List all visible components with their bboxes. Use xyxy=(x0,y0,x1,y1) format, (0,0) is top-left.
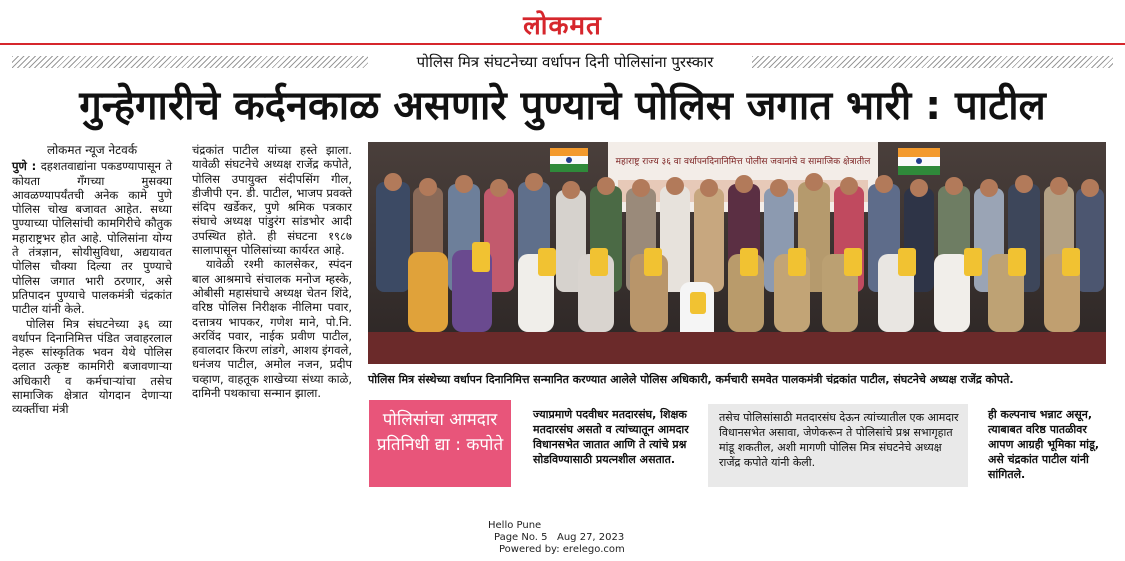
article-column-2 xyxy=(192,143,352,489)
event-photo-illustration xyxy=(368,142,1106,364)
masthead-rule xyxy=(0,43,1125,45)
photo-caption: पोलिस मित्र संस्थेच्या वर्धापन दिनानिमित्त सन्मानित करण्यात आलेले पोलिस अधिकारी, कर्मचारी समवेत पालकमंत्री चंद्रकांत पाटील, संघटनेचे अध्यक्ष राजेंद्र कोपते. xyxy=(368,373,1014,386)
photo-banner-text: महाराष्ट्र राज्य ३६ वा वर्धापनदिनानिमित्त पोलीस जवानांचे व सामाजिक क्षेत्रातील xyxy=(615,157,871,167)
flag-right xyxy=(898,148,940,175)
article-kicker: पोलिस मित्र संघटनेच्या वर्धापन दिनी पोलिसांना पुरस्कार xyxy=(416,53,714,71)
flag-left xyxy=(550,148,588,172)
article-paragraph-4: यावेळी रश्मी कालसेकर, स्पंदन बाल आश्रमाचे संचालक मनोज म्हस्के, ओबीसी महासंघाचे अध्यक्ष चेतन शिंदे, वरिष्ठ पोलिस निरीक्षक नीलिमा पवार, दत्तात्रय भापकर, गणेश माने, पो.नि. अरविंद पवार, नाईक प्रवीण पाटील, हवालदार किरण लांडगे, आशय इंगवले, धनंजय पाटील, अमोल नजन, प्रदीप चव्हाण, वाहतूक शाखेच्या संध्या काळे, दामिनी पथकाचा सन्मान झाला. xyxy=(192,257,352,401)
footer-page: Page No. 5 xyxy=(494,532,548,543)
article-paragraph-3: चंद्रकांत पाटील यांच्या हस्ते झाला. यावेळी संघटनेचे अध्यक्ष राजेंद्र कपोते, पोलिस उपायुक्त संदीपसिंग गील, डीजीपी एन. डी. पाटील, भाजप प्रवक्ते संदिप खर्डेकर, पुणे श्रमिक पत्रकार संघाचे अध्यक्ष पांडुरंग सांडभोर आदी उपस्थित होते. ही संघटना १९८७ सालापासून पोलिसांच्या कार्यरत आहे. xyxy=(192,143,352,258)
bottom-column-1: ज्याप्रमाणे पदवीधर मतदारसंघ, शिक्षक मतदारसंघ असतो व त्यांच्यातून आमदार विधानसभेत जातात आणि ते त्यांचे प्रश्न सोडविण्यासाठी प्रयत्नशील असतात. xyxy=(533,408,689,466)
kicker-hatch-left xyxy=(12,56,368,68)
bottom-column-3: ही कल्पनाच भन्नाट असून, त्याबाबत वरिष्ठ पातळीवर आपण आग्रही भूमिका मांडू, असे चंद्रकांत पाटील यांनी सांगितले. xyxy=(988,408,1100,481)
footer-date: Aug 27, 2023 xyxy=(557,532,625,543)
article-headline: गुन्हेगारीचे कर्दनकाळ असणारे पुण्याचे पोलिस जगात भारी : पाटील xyxy=(79,83,1046,129)
footer-edition: Hello Pune xyxy=(488,520,542,531)
kicker-hatch-right xyxy=(752,56,1113,68)
article-paragraph-1: दहशतवाद्यांना पकडण्यापासून ते कोयता गँगच्या मुसक्या आवळण्यापर्यंतची अनेक कामे पुणे पोलिस चोख बजावत आहेत. सध्या पुण्याच्या पोलिसांची कामगिरीचे कौतुक महाराष्ट्रभर होत आहे. पोलिसांना योग्य ते तंत्रज्ञान, सोयीसुविधा, अद्ययावत पोलिस चौक्या दिल्या तर पुण्याचे पोलिस जगात भारी ठरणार, असे प्रतिपादन पुण्याचे पालकमंत्री चंद्रकांत पाटील यांनी केले. xyxy=(12,159,172,317)
byline: लोकमत न्यूज नेटवर्क xyxy=(46,143,138,157)
masthead-logo: लोकमत xyxy=(523,11,602,41)
dateline: पुणे : xyxy=(12,159,37,174)
footer-powered-by: Powered by: erelego.com xyxy=(499,544,625,555)
pull-quote-box: पोलिसांचा आमदार प्रतिनिधी द्या : कपोते xyxy=(369,400,511,487)
bottom-column-2: तसेच पोलिसांसाठी मतदारसंघ देऊन त्यांच्यातील एक आमदार विधानसभेत असावा, जेणेकरून ते पोलिसांचे प्रश्न सभागृहात मांडू शकतील, अशी मागणी पोलिस मित्र संघटनेचे अध्यक्ष राजेंद्र कपोते यांनी केली. xyxy=(719,411,959,469)
article-column-1 xyxy=(12,143,172,489)
event-photo xyxy=(368,142,1106,364)
article-paragraph-2: पोलिस मित्र संघटनेच्या ३६ व्या वर्धापन दिनानिमित्त पंडित जवाहरलाल नेहरू सांस्कृतिक भवन येथे पोलिस दलात उत्कृष्ट कामगिरी बजावणाऱ्या अधिकारी व कर्मचाऱ्यांचा तसेच सामाजिक क्षेत्रात योगदान देणाऱ्या व्यक्तींचा मंत्री xyxy=(12,316,172,417)
